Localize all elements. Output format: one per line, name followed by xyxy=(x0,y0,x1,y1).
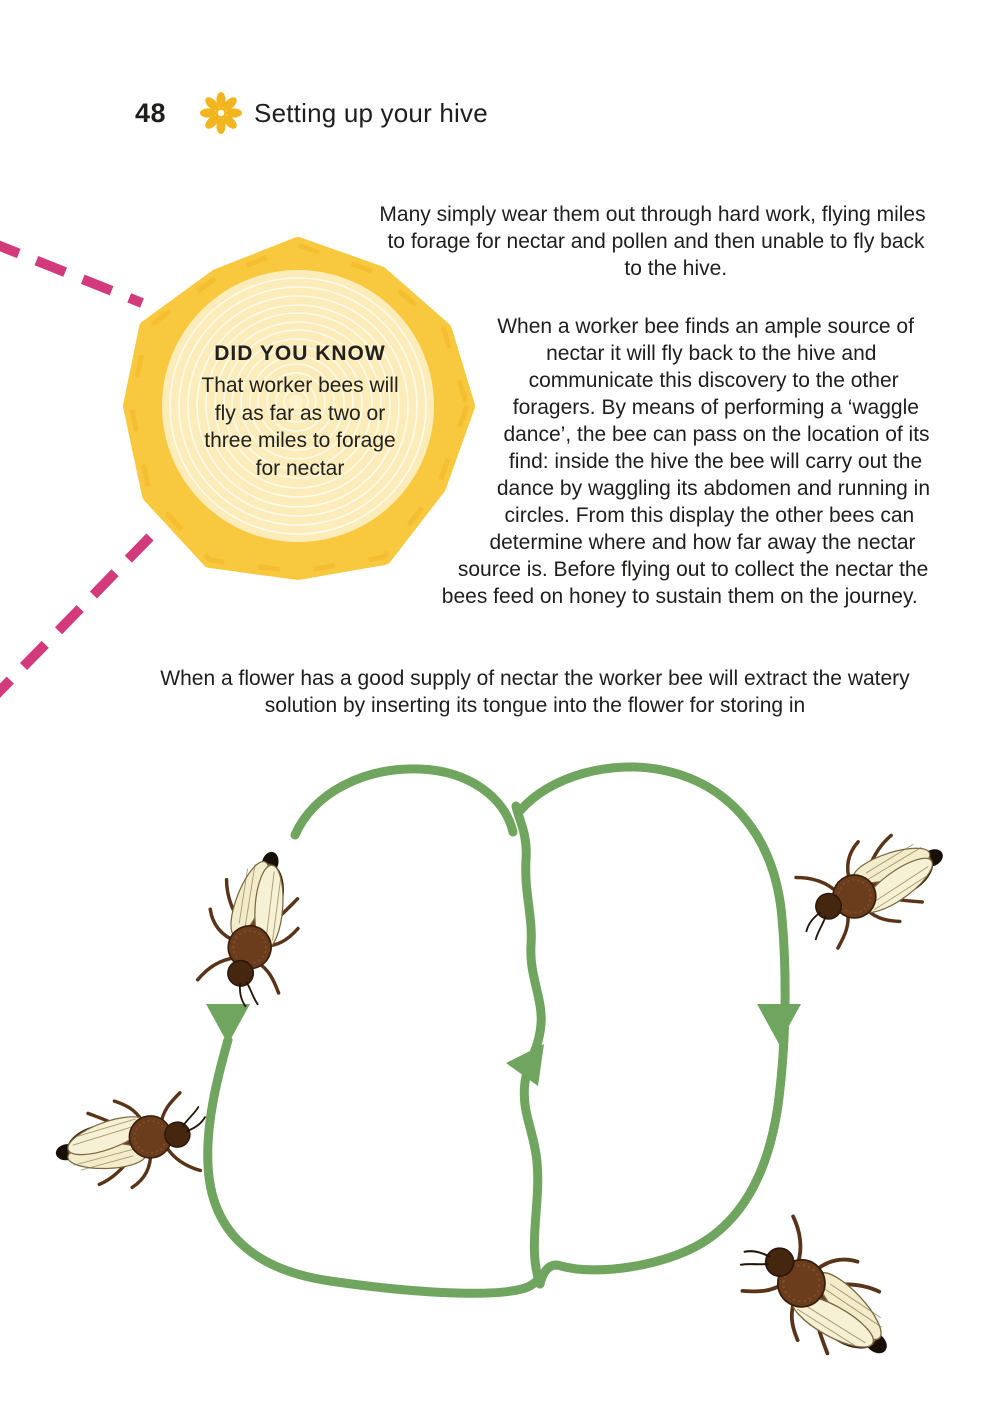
did-you-know-text: That worker bees will fly as far as two or three miles to forage for nectar xyxy=(201,374,399,480)
bee-icon xyxy=(188,840,315,1014)
left-loop-return xyxy=(208,1040,540,1293)
paragraph: When a flower has a good supply of nectar the worker bee will extract the watery solution by inserting its tongue into the flower for storing in xyxy=(160,667,910,717)
page-number: 48 xyxy=(135,97,167,128)
page-header xyxy=(135,92,488,134)
waggle-run xyxy=(516,806,541,1284)
bee-icon xyxy=(781,812,960,959)
flower-icon xyxy=(200,92,242,134)
page-title: Setting up your hive xyxy=(254,97,488,128)
bee-icon xyxy=(723,1202,918,1388)
waggle-dance-diagram xyxy=(208,767,785,1293)
did-you-know-heading: DID YOU KNOW xyxy=(214,342,386,365)
did-you-know-box xyxy=(194,342,406,482)
right-loop xyxy=(519,767,785,1284)
left-arrowhead xyxy=(206,1004,250,1044)
bee-icon xyxy=(49,1087,214,1198)
diagram-arrowheads xyxy=(206,1004,801,1086)
paragraph: When a worker bee finds an ample source of nectar it will fly back to the hive and communicate this discovery to the other foragers. By means of performing a ‘waggle dance’, the bee can pass on the location of its find: inside the hive the bee will carry out the dance by waggling its abdomen and running in circles. From this display the other bees can determine where and how far away the nectar source is. Before flying out to collect the nectar the bees feed on honey to sustain them on the journey. xyxy=(441,315,931,608)
paragraph: Many simply wear them out through hard work, flying miles to forage for nectar and pollen and then unable to fly back to the hive. xyxy=(379,203,926,280)
right-arrowhead xyxy=(757,1004,801,1044)
center-arrowhead xyxy=(506,1044,544,1086)
left-loop-top-arc xyxy=(295,769,513,835)
